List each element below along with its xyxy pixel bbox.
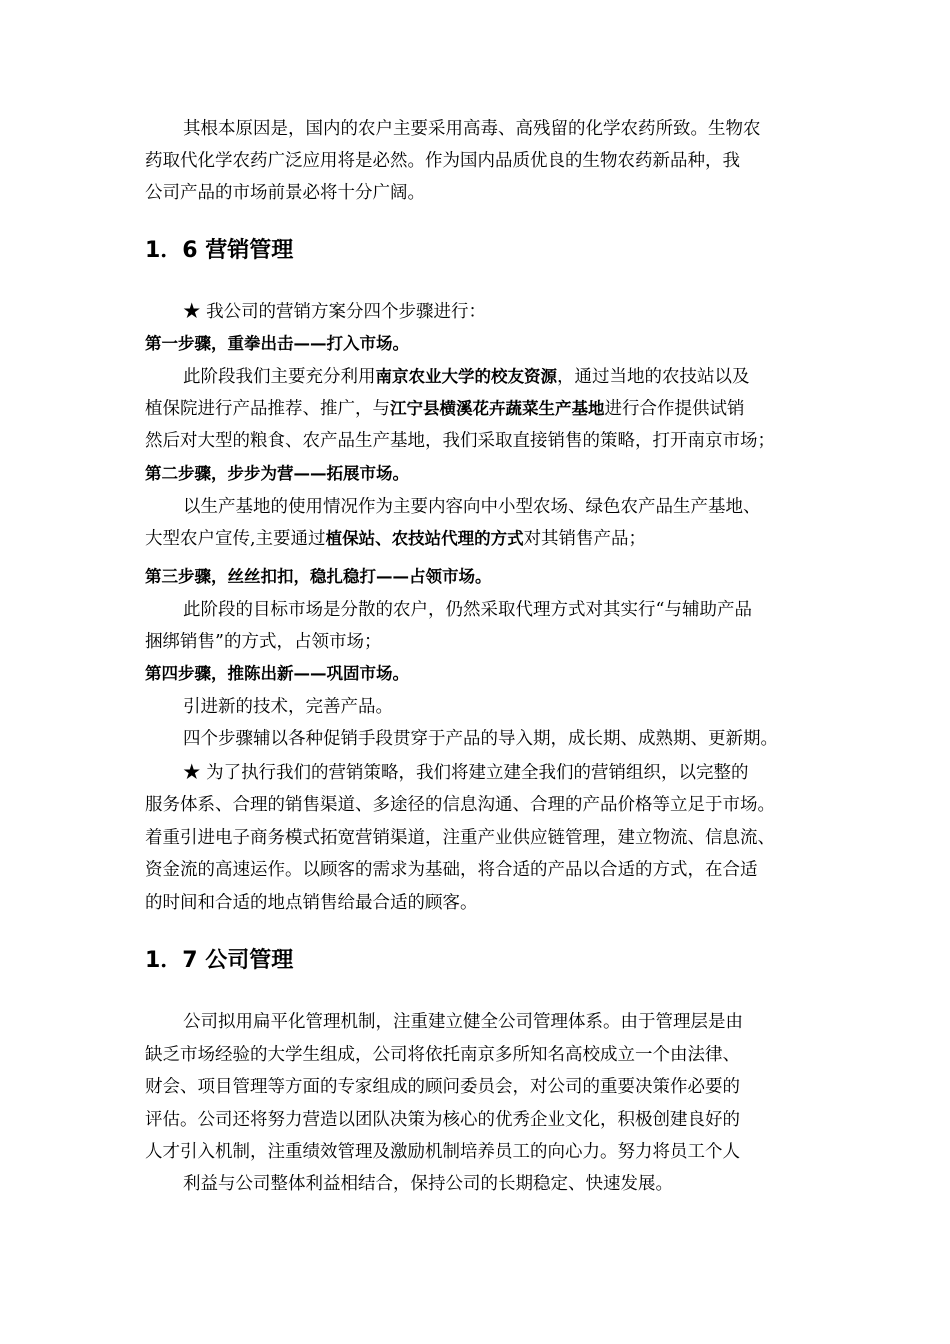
management-line-2: 缺乏市场经验的大学生组成，公司将依托南京多所知名高校成立一个由法律、: [145, 1045, 740, 1065]
step3-title: 第三步骤，丝丝扣扣，稳扎稳打——占领市场。: [145, 567, 492, 586]
strategy-line-3: 着重引进电子商务模式拓宽营销渠道，注重产业供应链管理，建立物流、信息流、: [145, 828, 775, 848]
step1-line-3: 然后对大型的粮食、农产品生产基地，我们采取直接销售的策略，打开南京市场；: [145, 431, 775, 451]
intro-line-1: 其根本原因是，国内的农户主要采用高毒、高残留的化学农药所致。生物农: [183, 119, 761, 139]
steps-summary: 四个步骤辅以各种促销手段贯穿于产品的导入期，成长期、成熟期、更新期。: [183, 729, 778, 749]
strategy-line-2: 服务体系、合理的销售渠道、多途径的信息沟通、合理的产品价格等立足于市场。: [145, 795, 775, 815]
plan-intro: ★ 我公司的营销方案分四个步骤进行：: [183, 302, 487, 322]
step1-line-2: 植保院进行产品推荐、推广，与江宁县横溪花卉蔬菜生产基地进行合作提供试销: [145, 399, 745, 419]
step2-line-1: 以生产基地的使用情况作为主要内容向中小型农场、绿色农产品生产基地、: [183, 497, 761, 517]
step4-title: 第四步骤，推陈出新——巩固市场。: [145, 664, 409, 683]
management-line-6: 利益与公司整体利益相结合，保持公司的长期稳定、快速发展。: [183, 1174, 673, 1194]
intro-line-3: 公司产品的市场前景必将十分广阔。: [145, 183, 425, 203]
emphasis-alumni-resources: 南京农业大学的校友资源: [375, 367, 557, 386]
strategy-line-4: 资金流的高速运作。以顾客的需求为基础，将合适的产品以合适的方式，在合适: [145, 860, 758, 880]
intro-line-2: 药取代化学农药广泛应用将是必然。作为国内品质优良的生物农药新品种，我: [145, 151, 740, 171]
step2-line-2: 大型农户宣传,主要通过植保站、农技站代理的方式对其销售产品；: [145, 529, 647, 549]
strategy-line-1: ★ 为了执行我们的营销策略，我们将建立建全我们的营销组织，以完整的: [183, 763, 749, 783]
section-heading-management: 1．7 公司管理: [145, 948, 294, 973]
step4-line-1: 引进新的技术，完善产品。: [183, 697, 393, 717]
management-line-3: 财会、项目管理等方面的专家组成的顾问委员会，对公司的重要决策作必要的: [145, 1077, 740, 1097]
management-line-1: 公司拟用扁平化管理机制，注重建立健全公司管理体系。由于管理层是由: [183, 1012, 743, 1032]
step3-line-2: 捆绑销售”的方式，占领市场；: [145, 632, 382, 652]
emphasis-agency-method: 植保站、农技站代理的方式: [325, 529, 524, 548]
step1-title: 第一步骤，重拳出击——打入市场。: [145, 334, 409, 353]
step2-title: 第二步骤，步步为营——拓展市场。: [145, 464, 409, 483]
step3-line-1: 此阶段的目标市场是分散的农户，仍然采取代理方式对其实行“与辅助产品: [183, 600, 752, 620]
step1-line-1: 此阶段我们主要充分利用南京农业大学的校友资源，通过当地的农技站以及: [183, 367, 750, 387]
management-line-5: 人才引入机制，注重绩效管理及激励机制培养员工的向心力。努力将员工个人: [145, 1142, 740, 1162]
section-heading-marketing: 1．6 营销管理: [145, 238, 294, 263]
emphasis-production-base: 江宁县横溪花卉蔬菜生产基地: [390, 399, 605, 418]
management-line-4: 评估。公司还将努力营造以团队决策为核心的优秀企业文化，积极创建良好的: [145, 1110, 740, 1130]
strategy-line-5: 的时间和合适的地点销售给最合适的顾客。: [145, 893, 478, 913]
